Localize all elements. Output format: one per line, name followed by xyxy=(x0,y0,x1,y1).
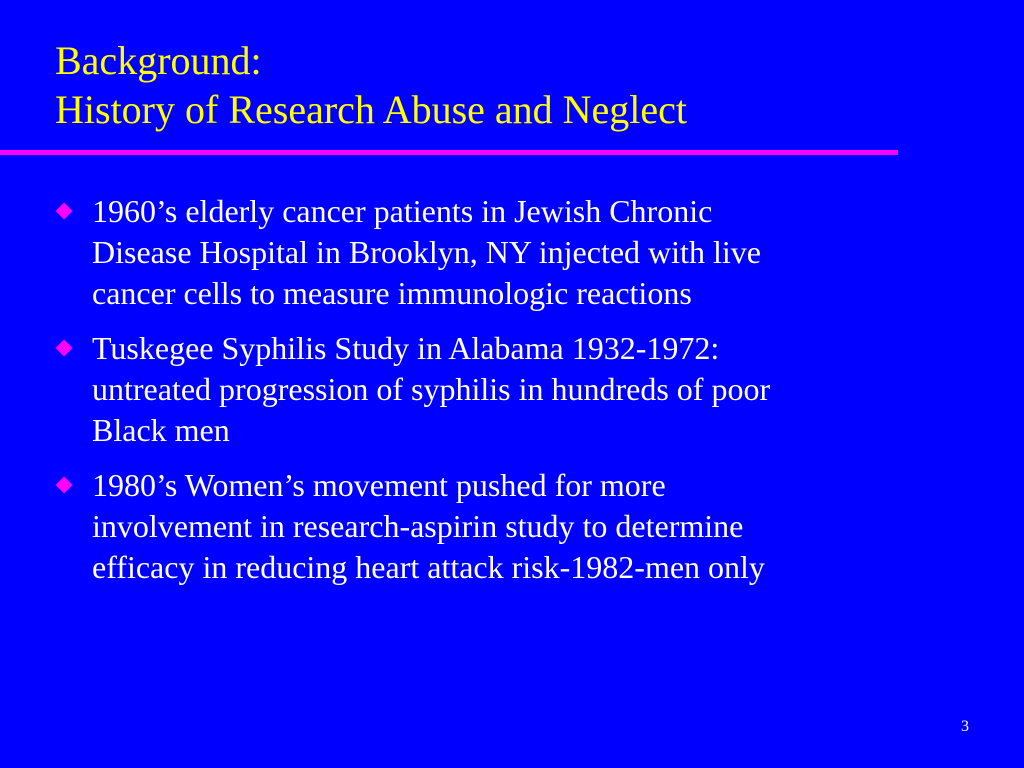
bullet-item xyxy=(55,465,955,588)
page-number: 3 xyxy=(961,718,969,735)
diamond-bullet-icon xyxy=(56,477,73,494)
bullet-line: untreated progression of syphilis in hundreds of poor xyxy=(92,371,771,407)
bullet-line: Tuskegee Syphilis Study in Alabama 1932-1972: xyxy=(92,330,720,366)
bullet-line: Black men xyxy=(92,412,230,448)
bullet-line: Disease Hospital in Brooklyn, NY injected with live xyxy=(92,234,761,270)
title-underline xyxy=(0,150,898,155)
bullet-line: involvement in research-aspirin study to determine xyxy=(92,508,744,544)
slide-title xyxy=(55,36,955,134)
slide-title-line-1: Background: xyxy=(55,38,262,83)
bullet-line: 1980’s Women’s movement pushed for more xyxy=(92,467,666,503)
bullet-line: efficacy in reducing heart attack risk-1982-men only xyxy=(92,549,765,585)
bullet-item xyxy=(55,191,955,314)
bullet-line: 1960’s elderly cancer patients in Jewish Chronic xyxy=(92,193,713,229)
bullet-list xyxy=(55,191,955,602)
diamond-bullet-icon xyxy=(56,340,73,357)
bullet-item xyxy=(55,328,955,451)
diamond-bullet-icon xyxy=(56,203,73,220)
bullet-line: cancer cells to measure immunologic reactions xyxy=(92,275,692,311)
slide-title-line-2: History of Research Abuse and Neglect xyxy=(55,87,688,132)
